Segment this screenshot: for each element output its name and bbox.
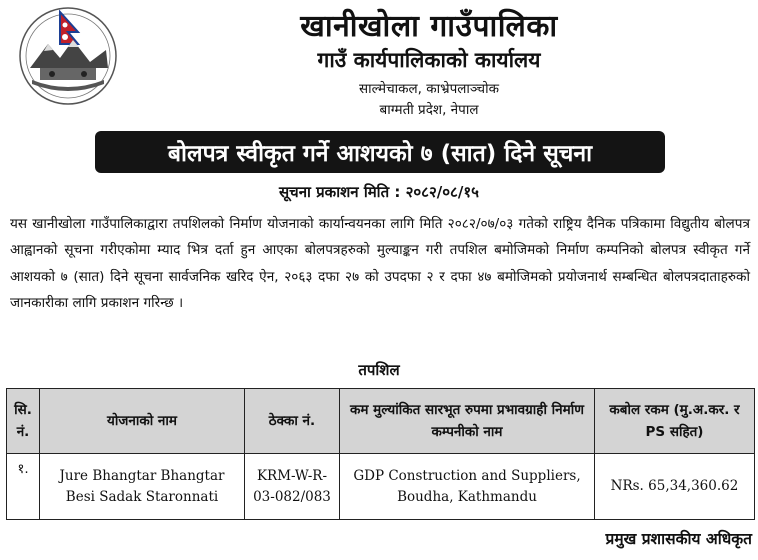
- col-header-amount: कबोल रकम (मु.अ.कर. र PS सहित): [595, 389, 755, 454]
- cell-contract-no: KRM-W-R-03-082/083: [245, 454, 340, 520]
- contract-details-table: [6, 388, 755, 520]
- cell-project-name: Jure Bhangtar Bhangtar Besi Sadak Staronnati: [40, 454, 245, 520]
- office-address-line1: साल्मेचाकल, काभ्रेपलाञ्चोक: [359, 81, 499, 97]
- col-header-project-name: योजनाको नाम: [40, 389, 245, 454]
- table-heading: तपशिल: [358, 361, 400, 379]
- notice-body-paragraph: यस खानीखोला गाउँपालिकाद्वारा तपशिलको निर्माण योजनाको कार्यान्वयनका लागि मिति २०८२/०७/०३ गतेको राष्ट्रिय दैनिक पत्रिकामा विद्युतीय बोलपत्र आह्वानको सूचना गरीएकोमा म्याद भित्र दर्ता हुन आएका बोलपत्रहरुको मुल्याङ्कन गरी तपशिल बमोजिमको निर्माण कम्पनिको बोलपत्र स्वीकृत गर्ने आशयको ७ (सात) दिने सूचना सार्वजनिक खरिद ऐन, २०६३ दफा २७ को उपदफा २ र दफा ४७ बमोजिमको प्रयोजनार्थ सम्बन्धित बोलपत्रदाताहरुको जानकारीका लागि प्रकाशन गरिन्छ ।: [10, 216, 750, 312]
- table-header-row: [7, 389, 755, 454]
- col-header-contract-no: ठेक्का नं.: [245, 389, 340, 454]
- office-title: खानीखोला गाउँपालिका: [300, 9, 558, 44]
- table-row: [7, 454, 755, 520]
- notice-title-banner: [95, 131, 665, 173]
- publication-date: सूचना प्रकाशन मिति : २०८२/०८/१५: [279, 183, 479, 201]
- landscape-icon: [32, 68, 104, 91]
- col-header-sn: सि. नं.: [7, 389, 40, 454]
- notice-title: बोलपत्र स्वीकृत गर्ने आशयको ७ (सात) दिने सूचना: [167, 141, 593, 167]
- office-address-line2: बाग्मती प्रदेश, नेपाल: [379, 102, 479, 118]
- office-subtitle: गाउँ कार्यपालिकाको कार्यालय: [317, 48, 541, 72]
- cell-amount: NRs. 65,34,360.62: [595, 454, 755, 520]
- cell-company: GDP Construction and Suppliers, Boudha, Kathmandu: [340, 454, 595, 520]
- cell-sn: १.: [7, 454, 40, 520]
- col-header-company: कम मुल्यांकित सारभूत रुपमा प्रभावग्राही निर्माण कम्पनीको नाम: [340, 389, 595, 454]
- signoff-designation: प्रमुख प्रशासकीय अधिकृत: [605, 530, 752, 548]
